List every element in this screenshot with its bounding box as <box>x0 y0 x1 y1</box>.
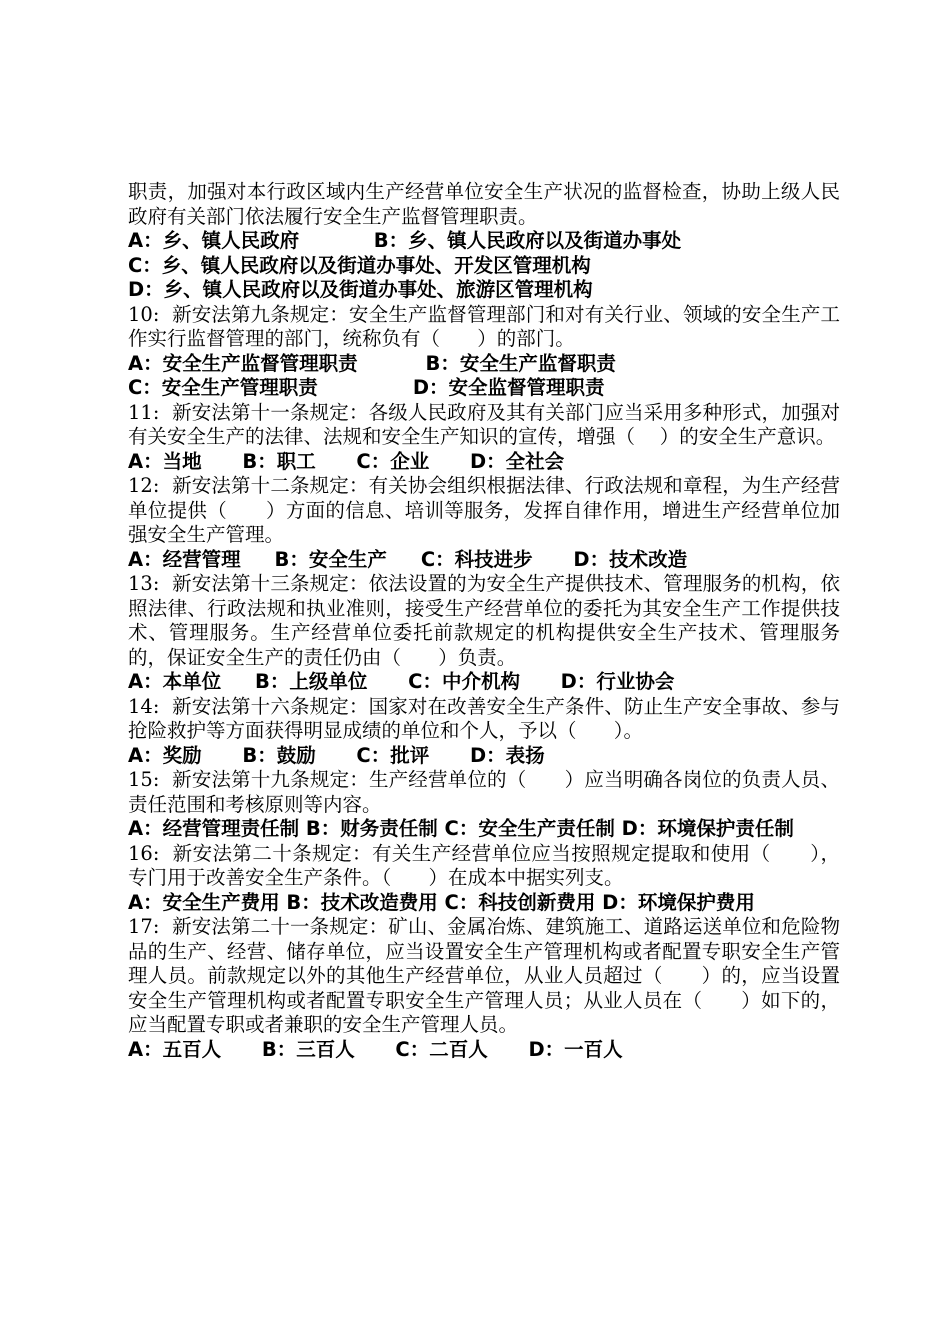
question-14-options: A：奖励 B：鼓励 C：批评 D：表扬 <box>128 743 545 767</box>
question-10-options-cd: C：安全生产管理职责 D：安全监督管理职责 <box>128 376 605 399</box>
question-13-options: A：本单位 B：上级单位 C：中介机构 D：行业协会 <box>128 670 675 693</box>
question-12-options: A：经营管理 B：安全生产 C：科技进步 D：技术改造 <box>128 547 688 571</box>
question-17-text: 17: 新安法第二十一条规定：矿山、金属冶炼、建筑施工、道路运送单位和危险物品的生产、经营、储存单位，应当设置安全生产管理机构或者配置专职安全生产管理人员。前款规定以外的其他生产经营单位，从业人员超过（ ）的，应当设置安全生产管理机构或者配置专职安全生产管理人员；从业人员在（ ）如下的，应当配置专职或者兼职的安全生产管理人员。 <box>128 915 840 1036</box>
question-12-text: 12: 新安法第十二条规定：有关协会组织根据法律、行政法规和章程，为生产经营单位提供（ ）方面的信息、培训等服务，发挥自律作用，增进生产经营单位加强安全生产管理。 <box>128 474 840 546</box>
question-16-options: A：安全生产费用 B：技术改造费用 C：科技创新费用 D：环境保护费用 <box>128 890 755 914</box>
question-9-options-ab: A：乡、镇人民政府 B：乡、镇人民政府以及街道办事处 <box>128 229 682 252</box>
question-13-text: 13: 新安法第十三条规定：依法设置的为安全生产提供技术、管理服务的机构，依照法律、行政法规和执业准则，接受生产经营单位的委托为其安全生产工作提供技术、管理服务。生产经营单位委托前款规定的机构提供安全生产技术、管理服务的，保证安全生产的责任仍由（ ）负责。 <box>128 572 840 669</box>
question-10-options-ab: A：安全生产监督管理职责 B：安全生产监督职责 <box>128 351 616 375</box>
question-9-option-c: C：乡、镇人民政府以及街道办事处、开发区管理机构 <box>128 253 591 277</box>
question-17-options: A：五百人 B：三百人 C：二百人 D：一百人 <box>128 1037 623 1061</box>
question-9-text-continued: 职责，加强对本行政区域内生产经营单位安全生产状况的监督检查，协助上级人民政府有关部门依法履行安全生产监督管理职责。 <box>128 180 840 228</box>
question-9-option-d: D：乡、镇人民政府以及街道办事处、旅游区管理机构 <box>128 278 593 301</box>
question-16-text: 16: 新安法第二十条规定：有关生产经营单位应当按照规定提取和使用（ ），专门用于改善安全生产条件。（ ）在成本中据实列支。 <box>128 841 840 889</box>
question-11-text: 11: 新安法第十一条规定：各级人民政府及其有关部门应当采用多种形式，加强对有关安全生产的法律、法规和安全生产知识的宣传，增强（ ）的安全生产意识。 <box>128 400 840 448</box>
question-10-text: 10: 新安法第九条规定：安全生产监督管理部门和对有关行业、领域的安全生产工作实行监督管理的部门，统称负有（ ）的部门。 <box>128 302 840 350</box>
question-15-options: A：经营管理责任制 B：财务责任制 C：安全生产责任制 D：环境保护责任制 <box>128 817 794 840</box>
question-11-options: A：当地 B：职工 C：企业 D：全社会 <box>128 449 565 473</box>
document-page <box>128 180 840 1062</box>
question-15-text: 15: 新安法第十九条规定：生产经营单位的（ ）应当明确各岗位的负责人员、责任范围和考核原则等内容。 <box>128 768 840 816</box>
question-14-text: 14: 新安法第十六条规定：国家对在改善安全生产条件、防止生产安全事故、参与抢险救护等方面获得明显成绩的单位和个人，予以（ ）。 <box>128 694 840 742</box>
